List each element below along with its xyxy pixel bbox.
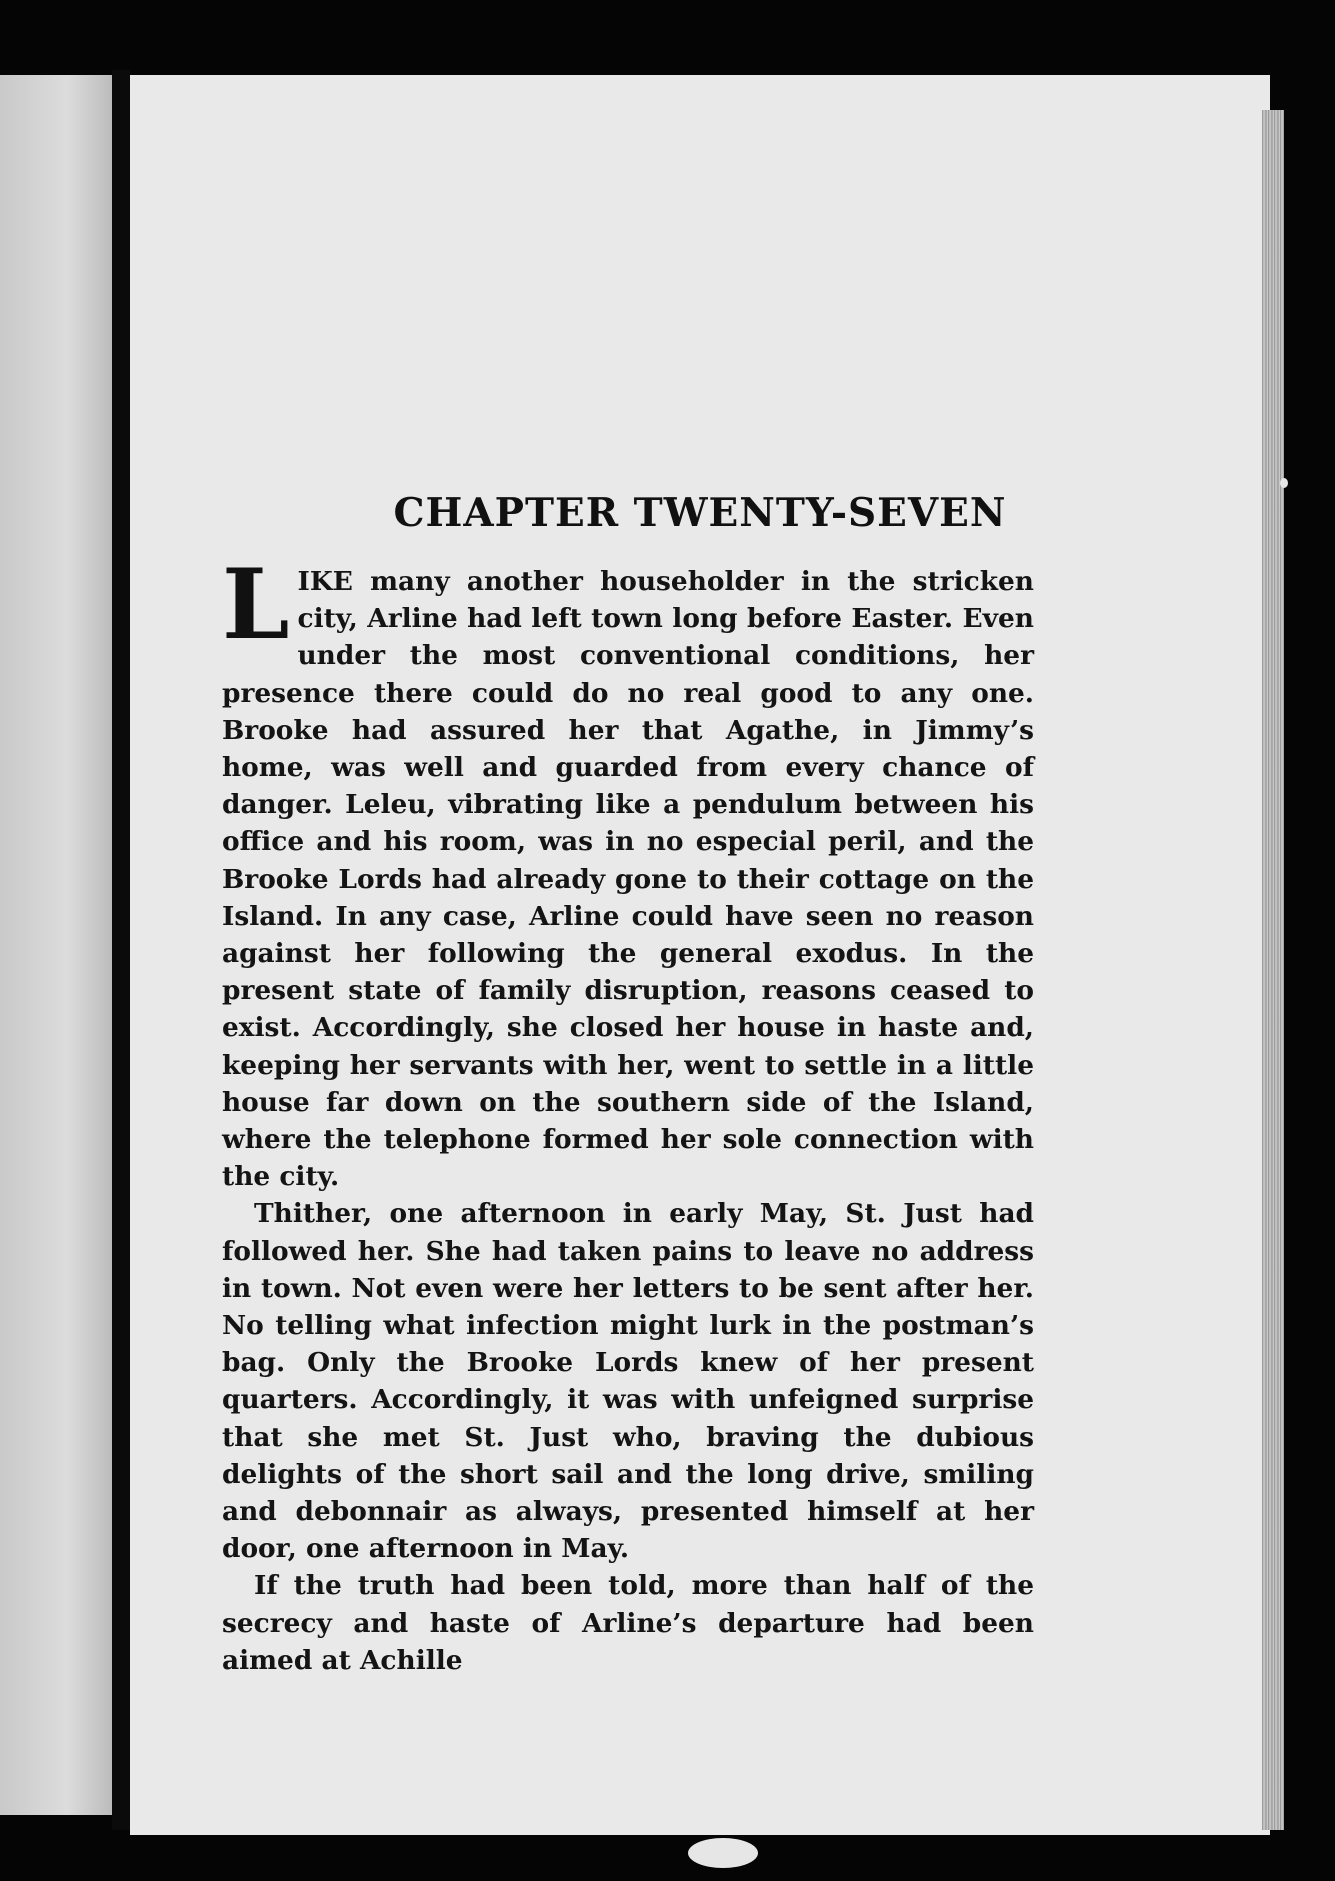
book-gutter	[112, 70, 130, 1830]
scan-speck	[688, 1838, 758, 1868]
paragraph-2: Thither, one afternoon in early May, St. Just had followed her. She had taken pains to leave no address in town. Not even were her letters to be sent after her. No telling what infection might lurk in the postman’s bag. Only the Brooke Lords knew of her present quarters. Accordingly, it was with unfeigned surprise that she met St. Just who, braving the dubious delights of the short sail and the long drive, smiling and debonnair as always, presented himself at her door, one afternoon in May.	[222, 1198, 1034, 1565]
paragraph-3: If the truth had been told, more than half of the secrecy and haste of Arline’s departure had been aimed at Achille	[222, 1570, 1034, 1676]
paragraph-1	[222, 548, 1034, 1195]
chapter-body	[222, 548, 1034, 1679]
chapter-title: CHAPTER TWENTY-SEVEN	[393, 490, 1007, 536]
page-stack-edge	[1262, 110, 1284, 1830]
scan-speck	[1280, 478, 1288, 488]
first-word-rest: IKE	[297, 566, 353, 597]
drop-cap: L	[222, 548, 290, 661]
left-page-edge	[0, 75, 112, 1815]
paragraph-1-text: many another householder in the stricken city, Arline had left town long before Easter. Even under the most conventional conditions, her presence there could do no real good to any one. Brooke had assured her that Agathe, in Jimmy’s home, was well and guarded from every chance of danger. Leleu, vibrating like a pendulum between his office and his room, was in no especial peril, and the Brooke Lords had already gone to their cottage on the Island. In any case, Arline could have seen no reason against her following the general exodus. In the present state of family disruption, reasons ceased to exist. Accordingly, she closed her house in haste and, keeping her servants with her, went to settle in a little house far down on the southern side of the Island, where the telephone formed her sole connection with the city.	[222, 566, 1034, 1193]
